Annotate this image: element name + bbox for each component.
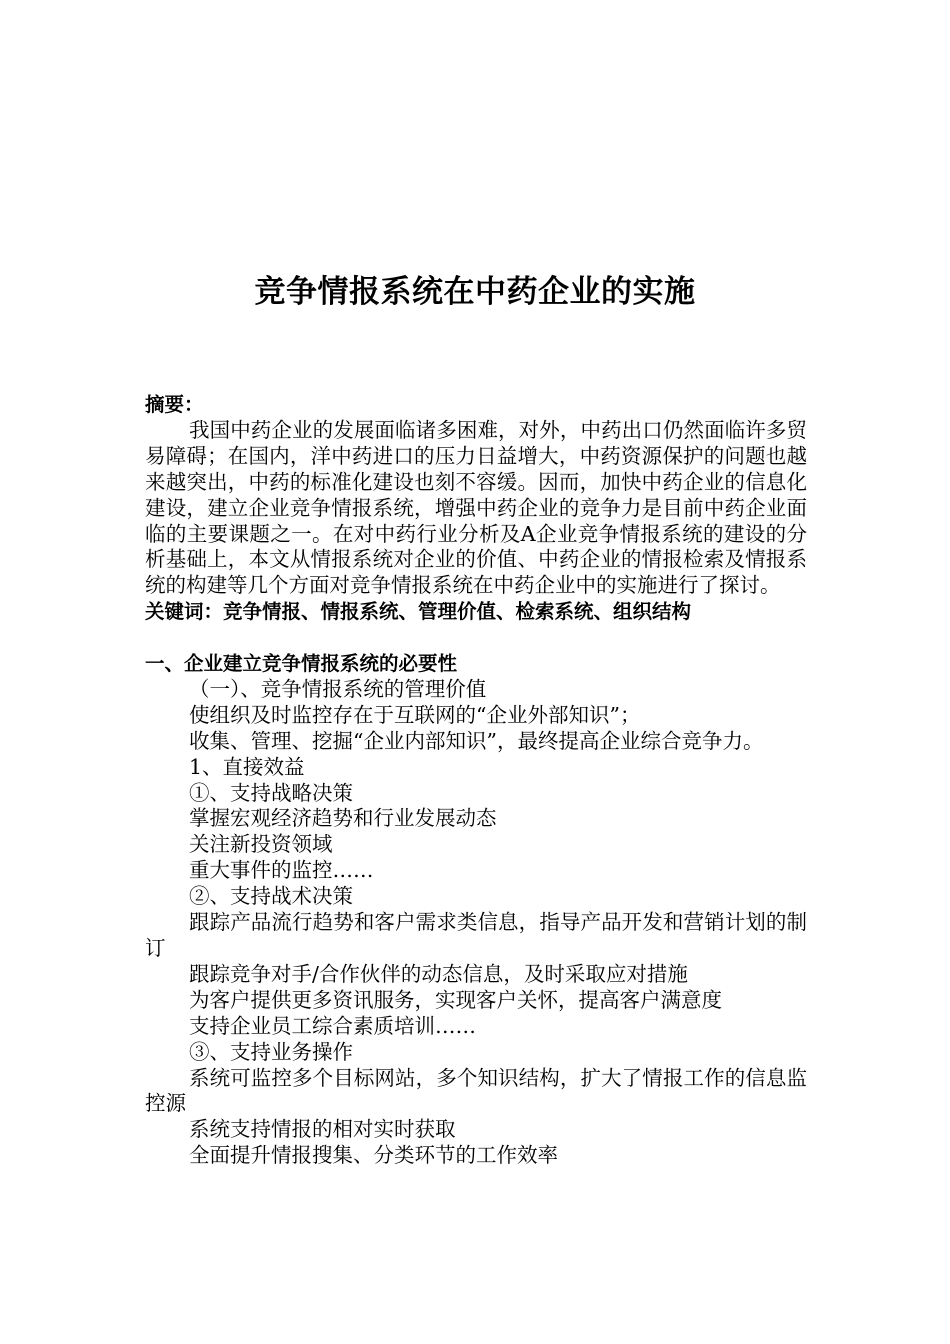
list-item: 全面提升情报搜集、分类环节的工作效率 [189, 1143, 558, 1168]
subsection-title: （一）、竞争情报系统的管理价值 [189, 676, 487, 701]
list-item-title: ③、支持业务操作 [189, 1039, 353, 1064]
list-item-title: ②、支持战术决策 [189, 884, 353, 909]
document-title: 竞争情报系统在中药企业的实施 [254, 274, 696, 310]
document-body [145, 392, 807, 1169]
section-heading: 一、企业建立竞争情报系统的必要性 [145, 652, 458, 676]
list-item: 重大事件的监控…… [189, 858, 374, 883]
list-item: 为客户提供更多资讯服务，实现客户关怀，提高客户满意度 [189, 987, 722, 1012]
list-item: 跟踪产品流行趋势和客户需求类信息，指导产品开发和营销计划的制订 [145, 910, 807, 961]
list-item-title: ①、支持战略决策 [189, 780, 353, 805]
paragraph: 收集、管理、挖掘“企业内部知识”，最终提高企业综合竞争力。 [189, 728, 764, 753]
list-item: 关注新投资领域 [189, 832, 333, 857]
list-item: 支持企业员工综合素质培训…… [189, 1013, 476, 1038]
list-item: 掌握宏观经济趋势和行业发展动态 [189, 806, 497, 831]
list-item: 系统支持情报的相对实时获取 [189, 1117, 456, 1142]
list-item: 系统可监控多个目标网站，多个知识结构，扩大了情报工作的信息监控源 [145, 1065, 807, 1116]
list-item-title: 1、直接效益 [189, 754, 305, 779]
list-item: 跟踪竞争对手/合作伙伴的动态信息，及时采取应对措施 [189, 961, 688, 986]
keywords: 关键词：竞争情报、情报系统、管理价值、检索系统、组织结构 [145, 600, 692, 624]
abstract-heading: 摘要： [145, 393, 204, 416]
paragraph: 使组织及时监控存在于互联网的“企业外部知识”； [189, 702, 641, 727]
blank-line [145, 625, 807, 651]
abstract-text: 我国中药企业的发展面临诸多困难，对外，中药出口仍然面临许多贸易障碍；在国内，洋中药进口的压力日益增大，中药资源保护的问题也越来越突出，中药的标准化建设也刻不容缓。因而，加快中药企业的信息化建设，建立企业竞争情报系统，增强中药企业的竞争力是目前中药企业面临的主要课题之一。在对中药行业分析及A企业竞争情报系统的建设的分析基础上，本文从情报系统对企业的价值、中药企业的情报检索及情报系统的构建等几个方面对竞争情报系统在中药企业中的实施进行了探讨。 [145, 417, 807, 598]
